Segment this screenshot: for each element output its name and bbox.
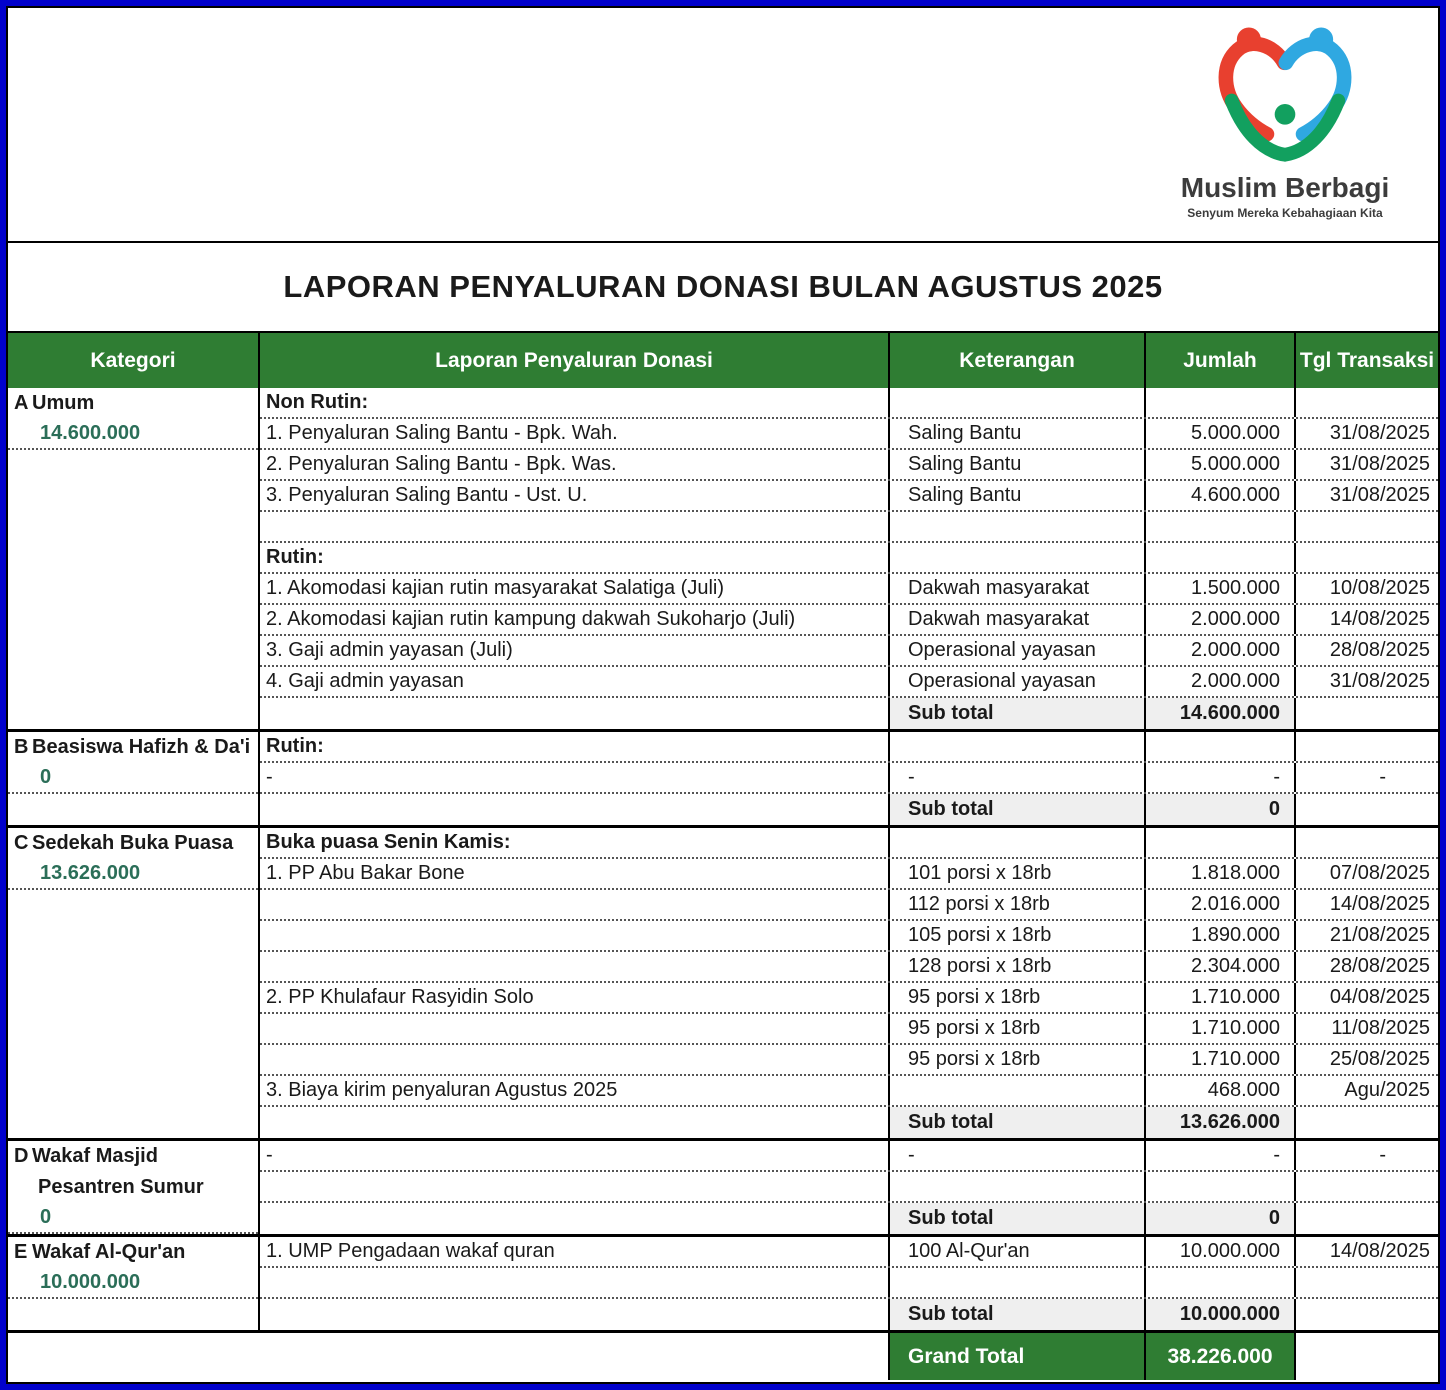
jumlah-cell: 1.710.000 bbox=[1146, 1045, 1296, 1074]
jumlah-cell: 4.600.000 bbox=[1146, 481, 1296, 510]
keterangan-cell: Dakwah masyarakat bbox=[890, 574, 1146, 603]
jumlah-cell bbox=[1146, 388, 1296, 417]
keterangan-cell: 100 Al-Qur'an bbox=[890, 1237, 1146, 1266]
laporan-cell: 2. PP Khulafaur Rasyidin Solo bbox=[260, 983, 890, 1012]
jumlah-cell: 0 bbox=[1146, 1203, 1296, 1234]
keterangan-cell: 101 porsi x 18rb bbox=[890, 859, 1146, 888]
table-row bbox=[260, 1141, 1438, 1172]
subtotal-row bbox=[260, 1107, 1438, 1138]
page-title: LAPORAN PENYALURAN DONASI BULAN AGUSTUS 2025 bbox=[283, 269, 1163, 304]
jumlah-cell: 1.818.000 bbox=[1146, 859, 1296, 888]
tgl-transaksi-cell bbox=[1296, 828, 1438, 857]
laporan-cell bbox=[260, 794, 890, 825]
laporan-cell bbox=[260, 1107, 890, 1138]
laporan-cell: 1. Penyaluran Saling Bantu - Bpk. Wah. bbox=[260, 419, 890, 448]
tgl-transaksi-cell: 21/08/2025 bbox=[1329, 924, 1430, 946]
tgl-transaksi-cell bbox=[1296, 1299, 1438, 1330]
column-header-tgl-transaksi: Tgl Transaksi bbox=[1299, 348, 1435, 372]
tgl-transaksi-cell: 31/08/2025 bbox=[1329, 484, 1430, 506]
kategori-amount: 13.626.000 bbox=[8, 859, 258, 890]
kategori-name-line bbox=[8, 732, 258, 763]
section-A bbox=[8, 388, 1438, 729]
section-rows bbox=[260, 1237, 1438, 1330]
heart-people-logo-icon bbox=[1199, 24, 1371, 172]
tgl-transaksi-cell: 28/08/2025 bbox=[1329, 639, 1430, 661]
tgl-transaksi-cell: 28/08/2025 bbox=[1329, 955, 1430, 977]
keterangan-cell: - bbox=[890, 1141, 1146, 1170]
subtotal-row bbox=[260, 1203, 1438, 1234]
laporan-cell: 3. Biaya kirim penyaluran Agustus 2025 bbox=[260, 1076, 890, 1105]
kategori-letter: E bbox=[14, 1241, 28, 1263]
table-row bbox=[260, 667, 1438, 698]
kategori-cell bbox=[8, 1237, 260, 1330]
table-row bbox=[260, 574, 1438, 605]
laporan-cell bbox=[260, 1268, 890, 1297]
section-B bbox=[8, 729, 1438, 825]
table-row bbox=[260, 605, 1438, 636]
keterangan-cell: Sub total bbox=[890, 1107, 1146, 1138]
tgl-transaksi-cell bbox=[1296, 1268, 1438, 1297]
laporan-cell: 4. Gaji admin yayasan bbox=[260, 667, 890, 696]
laporan-cell: Non Rutin: bbox=[260, 388, 890, 417]
table-row bbox=[260, 543, 1438, 574]
laporan-cell bbox=[260, 890, 890, 919]
jumlah-cell: 5.000.000 bbox=[1146, 450, 1296, 479]
kategori-letter: D bbox=[14, 1145, 29, 1167]
laporan-cell bbox=[260, 1014, 890, 1043]
table-row bbox=[260, 983, 1438, 1014]
jumlah-cell bbox=[1146, 512, 1296, 541]
grand-total-label: Grand Total bbox=[888, 1333, 1146, 1380]
jumlah-cell: 10.000.000 bbox=[1146, 1299, 1296, 1330]
laporan-cell: 1. PP Abu Bakar Bone bbox=[260, 859, 890, 888]
tgl-transaksi-cell bbox=[1296, 1203, 1438, 1234]
laporan-cell: 1. Akomodasi kajian rutin masyarakat Salatiga (Juli) bbox=[260, 574, 890, 603]
laporan-cell: - bbox=[260, 763, 890, 792]
keterangan-cell bbox=[890, 543, 1146, 572]
jumlah-cell: 1.500.000 bbox=[1146, 574, 1296, 603]
laporan-cell bbox=[260, 1299, 890, 1330]
jumlah-cell: 1.890.000 bbox=[1146, 921, 1296, 950]
kategori-name: Wakaf Al-Qur'an bbox=[32, 1241, 186, 1263]
table-row bbox=[260, 1268, 1438, 1299]
keterangan-cell bbox=[890, 1076, 1146, 1105]
column-header-jumlah: Jumlah bbox=[1146, 333, 1296, 388]
keterangan-cell: Sub total bbox=[890, 1299, 1146, 1330]
tgl-transaksi-cell bbox=[1296, 543, 1438, 572]
kategori-cell bbox=[8, 732, 260, 825]
jumlah-cell: 2.000.000 bbox=[1146, 636, 1296, 665]
report-frame bbox=[6, 6, 1440, 1384]
jumlah-cell: 10.000.000 bbox=[1146, 1237, 1296, 1266]
brand-tagline: Senyum Mereka Kebahagiaan Kita bbox=[1187, 206, 1383, 220]
tgl-transaksi-cell: - bbox=[1379, 766, 1386, 788]
kategori-name-line bbox=[8, 1237, 258, 1268]
kategori-name: Sedekah Buka Puasa bbox=[32, 832, 234, 854]
section-D bbox=[8, 1138, 1438, 1234]
kategori-name-line bbox=[8, 388, 258, 419]
tgl-transaksi-cell: 11/08/2025 bbox=[1331, 1017, 1430, 1039]
tgl-transaksi-cell: 10/08/2025 bbox=[1329, 577, 1430, 599]
tgl-transaksi-cell bbox=[1296, 388, 1438, 417]
keterangan-cell bbox=[890, 1268, 1146, 1297]
laporan-cell: Rutin: bbox=[260, 543, 890, 572]
kategori-amount: 10.000.000 bbox=[8, 1268, 258, 1299]
kategori-amount: 14.600.000 bbox=[8, 419, 258, 450]
section-rows bbox=[260, 828, 1438, 1138]
jumlah-cell: 5.000.000 bbox=[1146, 419, 1296, 448]
title-bar bbox=[8, 243, 1438, 331]
jumlah-cell: - bbox=[1146, 1141, 1296, 1170]
tgl-transaksi-cell: 07/08/2025 bbox=[1329, 862, 1430, 884]
keterangan-cell: Operasional yayasan bbox=[890, 636, 1146, 665]
tgl-transaksi-cell: 14/08/2025 bbox=[1329, 608, 1430, 630]
kategori-name: Beasiswa Hafizh & Da'i bbox=[32, 736, 251, 758]
table-row bbox=[260, 763, 1438, 794]
tgl-transaksi-cell: 31/08/2025 bbox=[1329, 422, 1430, 444]
laporan-cell bbox=[260, 698, 890, 729]
jumlah-cell: 14.600.000 bbox=[1146, 698, 1296, 729]
keterangan-cell: 95 porsi x 18rb bbox=[890, 1014, 1146, 1043]
keterangan-cell: Operasional yayasan bbox=[890, 667, 1146, 696]
column-header-kategori: Kategori bbox=[8, 333, 260, 388]
table-row bbox=[260, 481, 1438, 512]
grand-total-value: 38.226.000 bbox=[1146, 1333, 1296, 1380]
table-row bbox=[260, 859, 1438, 890]
kategori-letter: A bbox=[14, 392, 29, 414]
laporan-cell bbox=[260, 1045, 890, 1074]
tgl-transaksi-cell: 04/08/2025 bbox=[1329, 986, 1430, 1008]
column-header-keterangan: Keterangan bbox=[890, 333, 1146, 388]
jumlah-cell: 2.000.000 bbox=[1146, 667, 1296, 696]
table-row bbox=[260, 828, 1438, 859]
grand-total-empty-cell bbox=[1296, 1333, 1438, 1380]
kategori-name-line bbox=[8, 828, 258, 859]
table-row bbox=[260, 388, 1438, 419]
jumlah-cell bbox=[1146, 732, 1296, 761]
keterangan-cell: Dakwah masyarakat bbox=[890, 605, 1146, 634]
jumlah-cell bbox=[1146, 1172, 1296, 1201]
section-rows bbox=[260, 732, 1438, 825]
table-row bbox=[260, 890, 1438, 921]
keterangan-cell: - bbox=[890, 763, 1146, 792]
keterangan-cell: Saling Bantu bbox=[890, 481, 1146, 510]
jumlah-cell bbox=[1146, 543, 1296, 572]
tgl-transaksi-cell: 25/08/2025 bbox=[1329, 1048, 1430, 1070]
table-row bbox=[260, 1076, 1438, 1107]
keterangan-cell bbox=[890, 1172, 1146, 1201]
grand-total-row bbox=[8, 1330, 1438, 1380]
tgl-transaksi-cell: 14/08/2025 bbox=[1329, 1240, 1430, 1262]
section-rows bbox=[260, 1141, 1438, 1234]
laporan-cell: 3. Penyaluran Saling Bantu - Ust. U. bbox=[260, 481, 890, 510]
tgl-transaksi-cell: - bbox=[1379, 1144, 1386, 1166]
jumlah-cell bbox=[1146, 1268, 1296, 1297]
subtotal-row bbox=[260, 1299, 1438, 1330]
keterangan-cell: 105 porsi x 18rb bbox=[890, 921, 1146, 950]
jumlah-cell: 2.016.000 bbox=[1146, 890, 1296, 919]
tgl-transaksi-cell bbox=[1296, 512, 1438, 541]
laporan-cell: 1. UMP Pengadaan wakaf quran bbox=[260, 1237, 890, 1266]
keterangan-cell: Sub total bbox=[890, 698, 1146, 729]
section-C bbox=[8, 825, 1438, 1138]
table-row bbox=[260, 1045, 1438, 1076]
jumlah-cell: 468.000 bbox=[1146, 1076, 1296, 1105]
table-row bbox=[260, 1172, 1438, 1203]
jumlah-cell bbox=[1146, 828, 1296, 857]
keterangan-cell bbox=[890, 388, 1146, 417]
table-row bbox=[260, 1014, 1438, 1045]
table-row bbox=[260, 952, 1438, 983]
laporan-cell: 2. Penyaluran Saling Bantu - Bpk. Was. bbox=[260, 450, 890, 479]
laporan-cell bbox=[260, 1172, 890, 1201]
jumlah-cell: 1.710.000 bbox=[1146, 1014, 1296, 1043]
subtotal-row bbox=[260, 794, 1438, 825]
laporan-cell: - bbox=[260, 1141, 890, 1170]
jumlah-cell: 2.304.000 bbox=[1146, 952, 1296, 981]
tgl-transaksi-cell bbox=[1296, 1172, 1438, 1201]
keterangan-cell bbox=[890, 512, 1146, 541]
column-header-laporan: Laporan Penyaluran Donasi bbox=[260, 333, 890, 388]
laporan-cell: Buka puasa Senin Kamis: bbox=[260, 828, 890, 857]
jumlah-cell: 0 bbox=[1146, 794, 1296, 825]
tgl-transaksi-cell bbox=[1296, 1107, 1438, 1138]
table-row bbox=[260, 450, 1438, 481]
laporan-cell: 2. Akomodasi kajian rutin kampung dakwah Sukoharjo (Juli) bbox=[260, 605, 890, 634]
grand-total-spacer bbox=[8, 1333, 888, 1380]
tgl-transaksi-cell: 14/08/2025 bbox=[1329, 893, 1430, 915]
table-row bbox=[260, 1237, 1438, 1268]
kategori-cell bbox=[8, 1141, 260, 1234]
kategori-name-line: Pesantren Sumur bbox=[38, 1176, 204, 1198]
laporan-cell bbox=[260, 1203, 890, 1234]
table-row bbox=[260, 636, 1438, 667]
kategori-name-line bbox=[8, 1141, 258, 1172]
kategori-name: Wakaf Masjid bbox=[32, 1145, 158, 1167]
tgl-transaksi-cell: Agu/2025 bbox=[1344, 1079, 1430, 1101]
keterangan-cell: 95 porsi x 18rb bbox=[890, 983, 1146, 1012]
tgl-transaksi-cell: 31/08/2025 bbox=[1329, 453, 1430, 475]
keterangan-cell: Saling Bantu bbox=[890, 419, 1146, 448]
table-row bbox=[260, 921, 1438, 952]
brand-name: Muslim Berbagi bbox=[1180, 172, 1390, 203]
kategori-letter: C bbox=[14, 832, 29, 854]
keterangan-cell bbox=[890, 732, 1146, 761]
laporan-cell bbox=[260, 512, 890, 541]
tgl-transaksi-cell bbox=[1296, 732, 1438, 761]
kategori-amount: 0 bbox=[8, 1203, 258, 1234]
jumlah-cell: 13.626.000 bbox=[1146, 1107, 1296, 1138]
kategori-letter: B bbox=[14, 736, 29, 758]
keterangan-cell: Sub total bbox=[890, 794, 1146, 825]
tgl-transaksi-cell bbox=[1296, 794, 1438, 825]
laporan-cell: Rutin: bbox=[260, 732, 890, 761]
keterangan-cell: Sub total bbox=[890, 1203, 1146, 1234]
laporan-cell bbox=[260, 921, 890, 950]
section-E bbox=[8, 1234, 1438, 1330]
table-header-row bbox=[8, 331, 1438, 388]
kategori-cell bbox=[8, 828, 260, 1138]
keterangan-cell: 128 porsi x 18rb bbox=[890, 952, 1146, 981]
laporan-cell: 3. Gaji admin yayasan (Juli) bbox=[260, 636, 890, 665]
tgl-transaksi-cell bbox=[1296, 698, 1438, 729]
jumlah-cell: - bbox=[1146, 763, 1296, 792]
kategori-cell bbox=[8, 388, 260, 729]
table-row bbox=[260, 512, 1438, 543]
brand-block bbox=[1150, 24, 1420, 220]
table-row bbox=[260, 732, 1438, 763]
jumlah-cell: 1.710.000 bbox=[1146, 983, 1296, 1012]
keterangan-cell: 112 porsi x 18rb bbox=[890, 890, 1146, 919]
table-row bbox=[260, 419, 1438, 450]
keterangan-cell: 95 porsi x 18rb bbox=[890, 1045, 1146, 1074]
subtotal-row bbox=[260, 698, 1438, 729]
laporan-cell bbox=[260, 952, 890, 981]
jumlah-cell: 2.000.000 bbox=[1146, 605, 1296, 634]
logo-area bbox=[8, 8, 1438, 243]
kategori-amount: 0 bbox=[8, 763, 258, 794]
tgl-transaksi-cell: 31/08/2025 bbox=[1329, 670, 1430, 692]
table-body bbox=[8, 388, 1438, 1330]
section-rows bbox=[260, 388, 1438, 729]
kategori-name: Umum bbox=[32, 392, 95, 414]
keterangan-cell bbox=[890, 828, 1146, 857]
keterangan-cell: Saling Bantu bbox=[890, 450, 1146, 479]
